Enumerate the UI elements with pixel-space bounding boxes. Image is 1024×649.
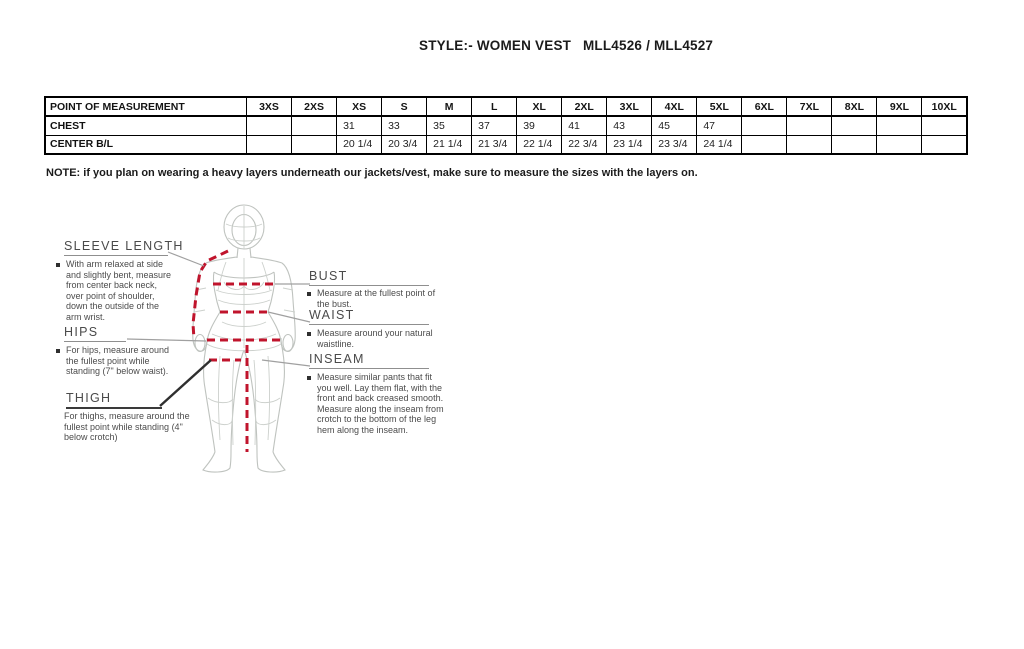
column-header-size: 6XL [742,97,787,116]
column-header-size: 2XL [562,97,607,116]
body-mesh-lines [194,206,295,445]
row-label: CHEST [45,116,247,135]
size-value-cell [742,116,787,135]
column-header-size: 2XS [292,97,337,116]
size-value-cell [787,116,832,135]
size-value-cell: 23 1/4 [607,135,652,154]
size-value-cell [922,116,967,135]
text-thigh: For thighs, measure around the fullest point while standing (4" below crotch) [64,411,190,443]
page-title: STYLE:- WOMEN VEST MLL4526 / MLL4527 [419,38,714,53]
bullet-icon [307,332,311,336]
heading-bust: BUST [309,270,429,286]
size-value-cell: 41 [562,116,607,135]
size-value-cell [877,116,922,135]
text-sleeve-length: With arm relaxed at side and slightly bent, measure from center back neck, over point of shoulder, down the outside of the arm wrist. [66,259,172,322]
column-header-size: L [472,97,517,116]
text-bust: Measure at the fullest point of the bust. [317,288,436,309]
size-value-cell: 22 3/4 [562,135,607,154]
heading-hips: HIPS [64,326,126,342]
size-value-cell [742,135,787,154]
table-header-row [45,97,967,116]
size-value-cell: 24 1/4 [697,135,742,154]
size-value-cell [787,135,832,154]
size-value-cell: 39 [517,116,562,135]
size-value-cell [247,135,292,154]
size-value-cell: 35 [427,116,472,135]
column-header-size: XL [517,97,562,116]
text-inseam: Measure similar pants that fit you well. Lay them flat, with the front and back creased smooth. Measure along the inseam from crotch to the bottom of the leg hem along the inseam. [317,372,444,435]
heading-inseam: INSEAM [309,353,429,369]
column-header-size: 5XL [697,97,742,116]
table-row [45,135,967,154]
bullet-icon [56,349,60,353]
size-value-cell [832,135,877,154]
column-header-size: 3XL [607,97,652,116]
size-value-cell [832,116,877,135]
size-value-cell: 47 [697,116,742,135]
size-table [44,96,968,155]
size-value-cell: 21 1/4 [427,135,472,154]
size-value-cell: 45 [652,116,697,135]
size-value-cell: 22 1/4 [517,135,562,154]
size-value-cell: 31 [337,116,382,135]
column-header-size: 10XL [922,97,967,116]
size-value-cell: 33 [382,116,427,135]
text-hips: For hips, measure around the fullest point while standing (7" below waist). [66,345,170,377]
column-header-size: M [427,97,472,116]
sleeve-length-line [193,251,228,339]
note-text: NOTE: if you plan on wearing a heavy layers underneath our jackets/vest, make sure to measure the sizes with the layers on. [46,167,698,179]
size-value-cell [247,116,292,135]
size-value-cell [922,135,967,154]
size-value-cell: 20 3/4 [382,135,427,154]
heading-waist: WAIST [309,309,429,325]
column-header-size: 8XL [832,97,877,116]
table-row [45,116,967,135]
size-value-cell [292,135,337,154]
size-value-cell: 23 3/4 [652,135,697,154]
bullet-icon [307,376,311,380]
body-wireframe [193,205,296,472]
size-value-cell: 37 [472,116,517,135]
column-header-size: S [382,97,427,116]
heading-sleeve-length: SLEEVE LENGTH [64,240,168,256]
bullet-icon [307,292,311,296]
column-header-size: 9XL [877,97,922,116]
column-header-size: XS [337,97,382,116]
size-value-cell: 43 [607,116,652,135]
measurement-dash-lines [193,251,280,452]
column-header-size: 7XL [787,97,832,116]
size-value-cell: 21 3/4 [472,135,517,154]
heading-thigh: THIGH [66,392,162,409]
row-label: CENTER B/L [45,135,247,154]
size-value-cell [877,135,922,154]
column-header-point-of-measurement: POINT OF MEASUREMENT [45,97,247,116]
column-header-size: 3XS [247,97,292,116]
size-value-cell: 20 1/4 [337,135,382,154]
bullet-icon [56,263,60,267]
column-header-size: 4XL [652,97,697,116]
text-waist: Measure around your natural waistline. [317,328,433,349]
size-value-cell [292,116,337,135]
